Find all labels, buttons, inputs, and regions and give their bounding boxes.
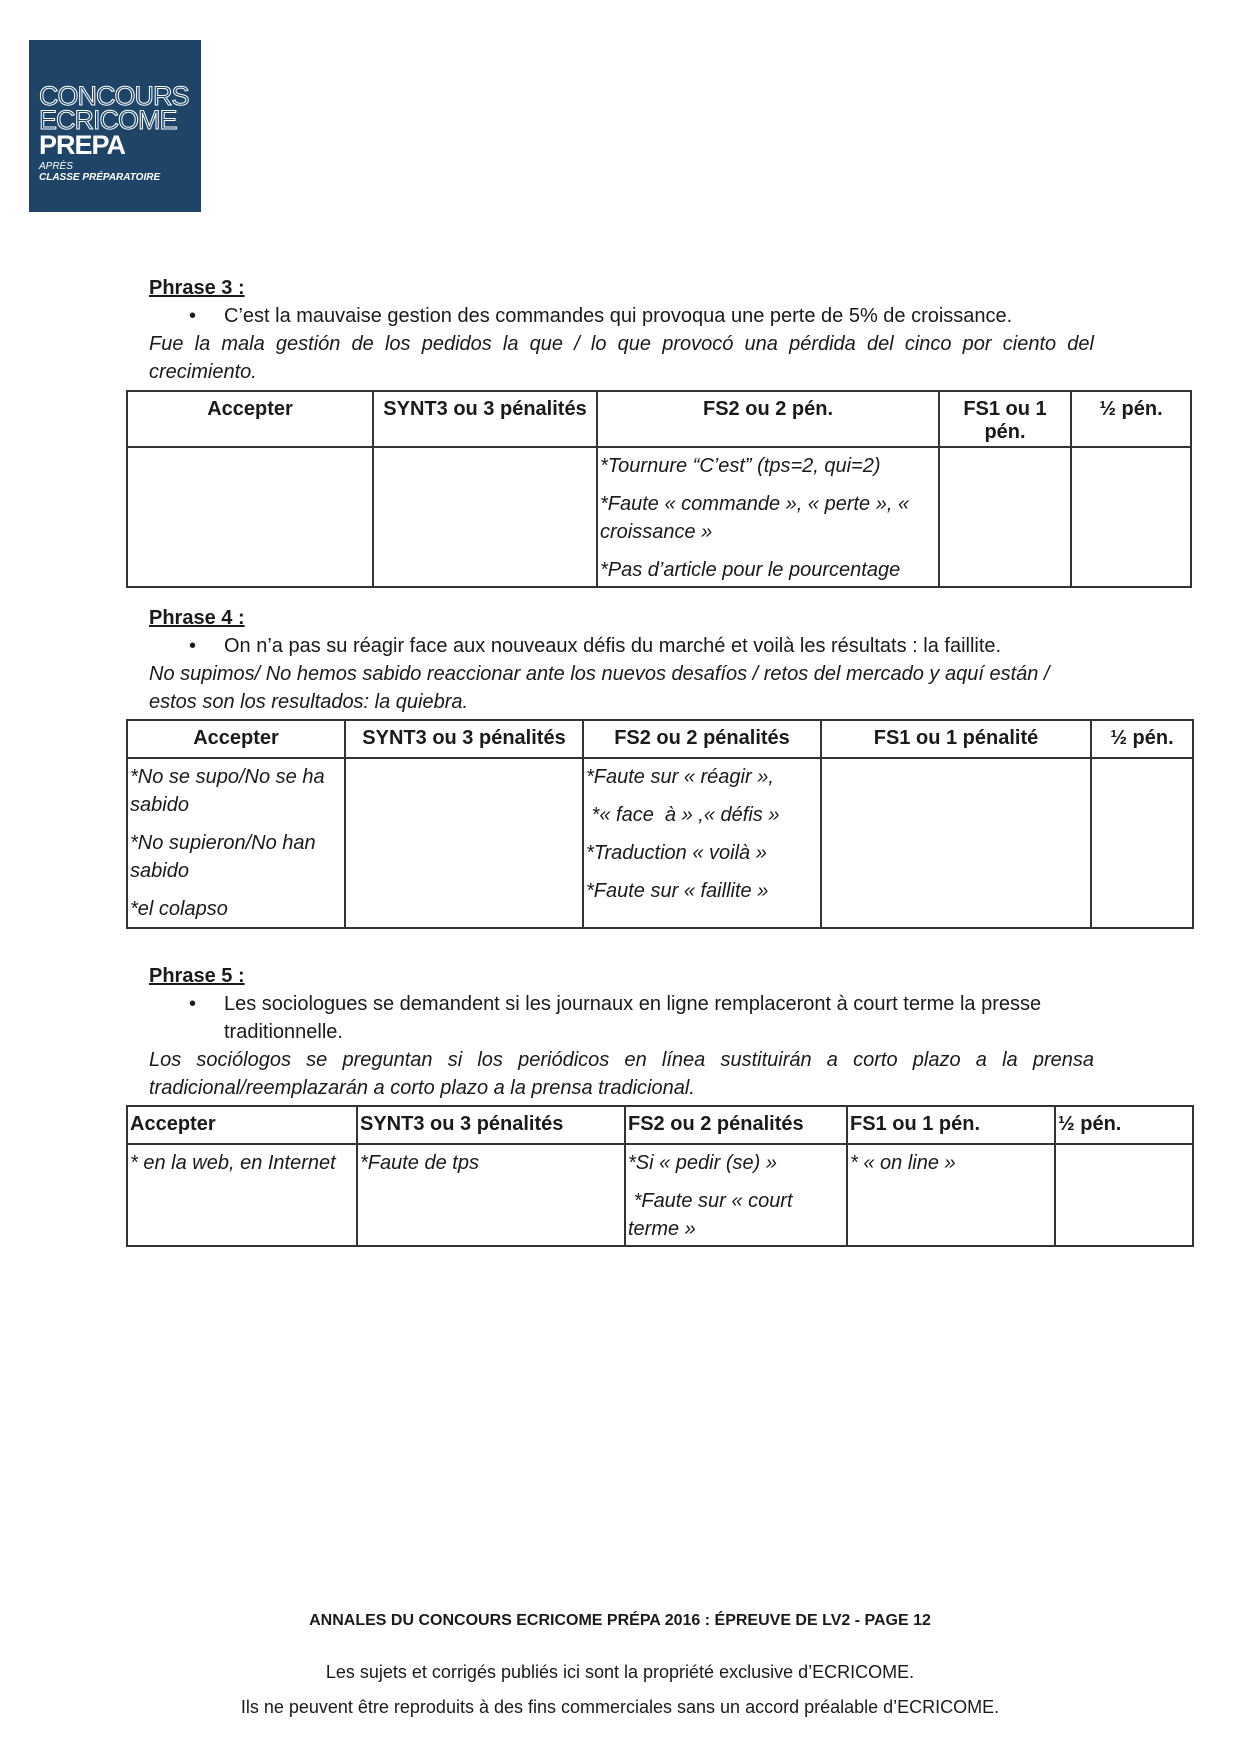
cell-fs1 [939, 447, 1071, 587]
sentence-text: Les sociologues se demandent si les journaux en ligne remplaceront à court terme la presse traditionnelle. [224, 993, 1042, 1043]
bullet-icon: • [189, 305, 197, 327]
table-row [127, 1144, 1193, 1246]
accepter-item: * en la web, en Internet [130, 1152, 336, 1174]
cell-fs1 [821, 758, 1091, 928]
cell-half [1091, 758, 1193, 928]
phrase-5-block [149, 962, 1094, 1102]
col-header-fs1: FS1 ou 1 pénalité [821, 720, 1091, 758]
table-header-row [127, 391, 1191, 447]
accepter-item: *el colapso [130, 898, 228, 920]
col-header-fs1: FS1 ou 1 pén. [939, 391, 1071, 447]
phrase-sentence [149, 302, 1094, 330]
table-row [127, 447, 1191, 587]
phrase-translation: Fue la mala gestión de los pedidos la que / lo que provocó una pérdida del cinco por ciento del crecimiento. [149, 333, 1094, 383]
cell-fs2 [583, 758, 821, 928]
synt3-item: *Faute de tps [360, 1152, 479, 1174]
phrase-title: Phrase 5 : [149, 965, 245, 987]
cell-half [1071, 447, 1191, 587]
cell-accepter [127, 447, 373, 587]
cell-accepter [127, 758, 345, 928]
cell-synt3 [357, 1144, 625, 1246]
footer-copyright-line1: Les sujets et corrigés publiés ici sont la propriété exclusive d’ECRICOME. [325, 1662, 915, 1682]
col-header-accepter: Accepter [127, 391, 373, 447]
col-header-accepter: Accepter [127, 720, 345, 758]
col-header-fs1: FS1 ou 1 pén. [847, 1106, 1055, 1144]
sentence-text: On n’a pas su réagir face aux nouveaux défis du marché et voilà les résultats : la faillite. [224, 635, 1002, 657]
ecricome-logo [29, 40, 201, 212]
fs2-item: *« face à » ,« défis » [586, 804, 780, 826]
logo-line-prepa: PREPA [39, 130, 126, 160]
bullet-icon: • [189, 993, 197, 1015]
logo-line-apres: APRÈS [39, 161, 73, 172]
cell-fs2 [625, 1144, 847, 1246]
phrase-sentence [149, 990, 1094, 1046]
fs2-item: *Pas d’article pour le pourcentage [600, 559, 901, 581]
fs2-item: *Traduction « voilà » [586, 842, 767, 864]
col-header-fs2: FS2 ou 2 pén. [597, 391, 939, 447]
table-row [127, 758, 1193, 928]
col-header-fs2: FS2 ou 2 pénalités [625, 1106, 847, 1144]
footer-copyright-line2: Ils ne peuvent être reproduits à des fins commerciales sans un accord préalable d’ECRICOME. [240, 1697, 1000, 1717]
accepter-item: *No supieron/No han sabido [130, 832, 316, 882]
fs2-item: *Tournure “C’est” (tps=2, qui=2) [600, 455, 881, 477]
cell-accepter [127, 1144, 357, 1246]
footer-title: ANNALES DU CONCOURS ECRICOME PRÉPA 2016 : ÉPREUVE DE LV2 - PAGE 12 [309, 1612, 931, 1629]
logo-line-concours: CONCOURS [39, 81, 189, 111]
col-header-synt3: SYNT3 ou 3 pénalités [345, 720, 583, 758]
cell-fs1 [847, 1144, 1055, 1246]
cell-synt3 [373, 447, 597, 587]
phrase-title: Phrase 3 : [149, 277, 245, 299]
logo-line-ecricome: ECRICOME [39, 105, 177, 135]
bullet-icon: • [189, 635, 197, 657]
fs2-item: *Si « pedir (se) » [628, 1152, 777, 1174]
table-header-row [127, 1106, 1193, 1144]
fs2-item: *Faute « commande », « perte », « croissance » [600, 493, 910, 543]
phrase-translation: Los sociólogos se preguntan si los periódicos en línea sustituirán a corto plazo a la prensa tradicional/reemplazarán a corto plazo a la prensa tradicional. [149, 1049, 1094, 1099]
phrase-3-grading-table [126, 390, 1192, 588]
logo-line-classe: CLASSE PRÉPARATOIRE [39, 172, 161, 183]
phrase-4-block [149, 604, 1094, 716]
cell-fs2 [597, 447, 939, 587]
col-header-synt3: SYNT3 ou 3 pénalités [357, 1106, 625, 1144]
fs2-item: *Faute sur « court terme » [628, 1190, 799, 1240]
col-header-half: ½ pén. [1091, 720, 1193, 758]
phrase-4-grading-table [126, 719, 1194, 929]
col-header-half: ½ pén. [1071, 391, 1191, 447]
phrase-translation: No supimos/ No hemos sabido reaccionar ante los nuevos desafíos / retos del mercado y aquí están / estos son los resultados: la quiebra. [149, 663, 1050, 713]
fs2-item: *Faute sur « réagir », [586, 766, 774, 788]
accepter-item: *No se supo/No se ha sabido [130, 766, 325, 816]
col-header-accepter: Accepter [127, 1106, 357, 1144]
phrase-title: Phrase 4 : [149, 607, 245, 629]
col-header-half: ½ pén. [1055, 1106, 1193, 1144]
table-header-row [127, 720, 1193, 758]
phrase-sentence [149, 632, 1094, 660]
col-header-synt3: SYNT3 ou 3 pénalités [373, 391, 597, 447]
fs1-item: * « on line » [850, 1152, 956, 1174]
fs2-item: *Faute sur « faillite » [586, 880, 769, 902]
cell-half [1055, 1144, 1193, 1246]
phrase-3-block [149, 274, 1094, 386]
phrase-5-grading-table [126, 1105, 1194, 1247]
sentence-text: C’est la mauvaise gestion des commandes qui provoqua une perte de 5% de croissance. [224, 305, 1013, 327]
col-header-fs2: FS2 ou 2 pénalités [583, 720, 821, 758]
cell-synt3 [345, 758, 583, 928]
